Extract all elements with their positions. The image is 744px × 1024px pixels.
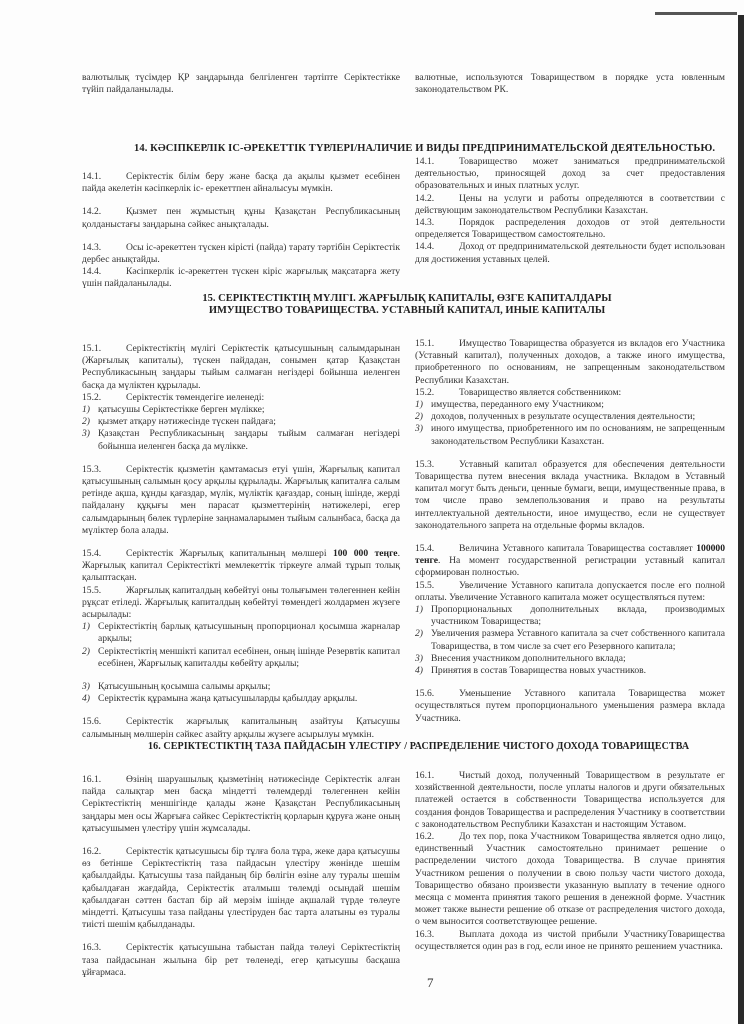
list-text: Серіктестік құрамына жаңа қатысушыларды қабылдау арқылы. (98, 693, 358, 705)
spacer (82, 931, 400, 942)
section-14-heading: 14. КӘСІПКЕРЛІК ІС-ӘРЕКЕТТІК ТҮРЛЕРІ/НАЛИЧИЕ И ВИДЫ ПРЕДПРИНИМАТЕЛЬСКОЙ ДЕЯТЕЛЬНОСТЬЮ. (134, 143, 716, 154)
section-15-kz (82, 343, 400, 741)
clause-text: Серіктестік жарғылық капиталының азайтуы Қатысушы салымының мөлшерін сәйкес азайту арқылы жүзеге асырылуы мүмкін. (82, 716, 400, 740)
clause-number: 15.3. (415, 458, 435, 470)
clause-number: 16.1. (415, 770, 435, 781)
list-text: қатысушы Серіктестікке берген мүлікке; (98, 404, 265, 416)
list-number: 2) (415, 411, 423, 423)
clause (82, 774, 400, 835)
clause-number: 15.2. (82, 391, 102, 403)
clause-text: Осы іс-әрекеттен түскен кірісті (пайда) тарату тәртібін Серіктестік дербес анықтайды. (82, 241, 400, 266)
section-14-kz (82, 171, 400, 291)
capital-amount: 100 000 теңге (332, 548, 398, 560)
list-item (415, 628, 725, 652)
section-16-kz (82, 774, 400, 979)
clause (82, 548, 400, 585)
clause (82, 716, 400, 740)
list-item (415, 604, 725, 628)
list-number: 3) (415, 652, 423, 664)
clause-number: 15.5. (82, 584, 102, 596)
page-number: 7 (427, 975, 434, 990)
clause-number: 14.2. (415, 192, 435, 204)
clause-text: Доход от предпринимательской деятельности будет использован для достижения уставных целей. (415, 241, 725, 265)
list-text: Пропорциональных дополнительных вклада, производимых участником Товарищества; (431, 604, 725, 628)
list-number: 2) (415, 628, 423, 640)
clause-number: 14.2. (82, 206, 102, 218)
clause (415, 688, 725, 725)
list-item (82, 428, 400, 452)
clause (415, 338, 725, 387)
clause (82, 392, 400, 404)
clause-number: 15.1. (415, 338, 435, 349)
list-item (415, 411, 725, 423)
clause (415, 831, 725, 929)
clause (415, 459, 725, 532)
carryover-kz (82, 72, 400, 96)
clause (415, 770, 725, 831)
clause-text: Серіктестіктің мүлігі Серіктестік қатысушының салымдарынан (Жарғылық капиталы), түскен пайдадан, сонымен қатар Қазақстан Республикасының заңдары тыйым салмаған негіздері бойынша иеленген басқа да мүліктен құрылады. (82, 343, 400, 391)
clause-text: Серіктестік қатысушысы бір тұлға бола тұра, жеке дара қатысушы өз бетінше Серіктестіктің таза пайдасын үлестіру жөнінде шешім қабылдайды. Қатысушы таза пайданың бір бөлігін өзіне алу туралы шешім қабылдаған жағдайда, Серіктестік аталмыш төлемді осындай шешім қабылдаған сәттен бастап бір ай мерзім ішінде ақшалай түрде төлеуге міндетті. Қатысушы таза пайданы үлестіруден бас тарта алатыны өз туралы тиісті шешім қабылданады. (82, 846, 400, 931)
section-16-ru (415, 770, 725, 953)
list-text: Серіктестіктің барлық қатысушының пропорционал қосымша жарналар арқылы; (98, 621, 400, 645)
clause-text: Имущество Товарищества образуется из вкладов его Участника (Уставный капитал), полученных доходов, а также иного имущества, приобретенного по основаниям, не запрещенным законодательством Республики Казахстан. (415, 338, 725, 386)
list-number: 1) (82, 404, 90, 416)
list-text: Увеличения размера Уставного капитала за счет собственного капитала Товарищества, в том числе за счет его Резервного капитала; (431, 628, 725, 652)
clause-text: Серіктестік қатысушына табыстан пайда төлеуі Серіктестіктің таза пайдасынан жылына бір рет төленеді, егер қатысушы басқаша ұйғармаса. (82, 942, 400, 978)
clause (415, 929, 725, 953)
list-text: имущества, переданного ему Участником; (431, 399, 604, 411)
clause-text: Товарищество может заниматься предпринимательской деятельностью, приносящей доход за счет предоставления образовательных и иных платных услуг. (415, 156, 725, 192)
clause-number: 14.3. (82, 241, 102, 253)
clause (82, 266, 400, 290)
list-item (415, 665, 725, 677)
clause-text: Серіктестік Жарғылық капиталының мөлшері (126, 548, 333, 560)
list-text: иного имущества, приобретенного им по основаниям, не запрещенным законодательством Республики Казахстан. (431, 423, 725, 447)
clause-number: 16.2. (82, 846, 102, 858)
list-text: доходов, полученных в результате осуществления деятельности; (431, 411, 696, 423)
list-text: Принятия в состав Товарищества новых участников. (431, 665, 647, 677)
clause-number: 15.4. (415, 543, 435, 555)
clause (415, 543, 725, 580)
list-text: Қатысушының қосымша салымы арқылы; (98, 681, 271, 693)
clause (82, 464, 400, 537)
clause (82, 846, 400, 931)
list-number: 2) (82, 416, 90, 428)
clause-text: Увеличение Уставного капитала допускается после его полной оплаты. Увеличение Уставного капитала может осуществляться путем: (415, 579, 725, 603)
capital-amount: 100000 тенге (415, 543, 725, 567)
clause-number: 14.4. (415, 241, 435, 253)
section-15-heading-kz: 15. СЕРІКТЕСТІКТІҢ МҮЛІГІ. ЖАРҒЫЛЫҚ КАПИТАЛЫ, ӨЗГЕ КАПИТАЛДАРЫ (202, 293, 612, 304)
clause (415, 387, 725, 399)
list-item (82, 416, 400, 428)
list-item (82, 693, 400, 705)
clause-number: 15.5. (415, 579, 435, 591)
clause-text: Величина Уставного капитала Товарищества составляет (459, 543, 697, 555)
list-text: Внесения участником дополнительного вклада; (431, 652, 626, 664)
clause-number: 14.3. (415, 217, 435, 229)
clause-text: Жарғылық капиталдың көбейтуі оны толығымен төлегеннен кейін рұқсат етіледі. Жарғылық капиталдың көбейтуі төмендегі жолдармен жүзеге асырылады: (82, 584, 400, 621)
clause-text: . На момент государственной регистрации уставный капитал сформирован полностью. (415, 555, 725, 579)
clause-text: До тех пор, пока Участником Товарищества является одно лицо, единственный Участник самостоятельно принимает решение о распределении чистого дохода Товарищества. В случае принятия Участником решения о получении в свою пользу части чистого дохода, Товарищество обязано произвести указанную выплату в течение одного месяца с момента принятия такого решения в денежной форме. Участник может также вынести решение об отказе от распределения чистого дохода, о чем выносится соответствующее решение. (415, 831, 725, 928)
clause (82, 585, 400, 622)
clause-text: Кәсіпкерлік іс-әрекеттен түскен кіріс жарғылық мақсатарға жету үшін пайдаланылады. (82, 266, 400, 290)
clause (415, 156, 725, 193)
spacer (82, 195, 400, 206)
clause-text: Уменьшение Уставного капитала Товарищества может осуществляться путем пропорционального уменьшения размера вклада Участника. (415, 688, 725, 724)
clause-number: 14.1. (82, 171, 102, 182)
clause-number: 15.6. (415, 688, 435, 700)
clause (82, 343, 400, 392)
spacer (82, 670, 400, 681)
scan-border-right (738, 15, 744, 1024)
section-15-ru (415, 338, 725, 725)
list-number: 2) (82, 645, 90, 657)
list-text: Қазақстан Республикасының заңдары тыйым салмаған негіздері бойынша иеленген басқа да мүлікке. (98, 428, 400, 452)
clause-number: 14.4. (82, 266, 102, 278)
list-number: 3) (82, 428, 90, 440)
clause-number: 15.2. (415, 386, 435, 398)
list-item (415, 399, 725, 411)
spacer (82, 453, 400, 464)
carryover-text-ru: валютные, используются Товариществом в порядке уста ювленным законодательством РК. (415, 72, 725, 96)
list-number: 1) (82, 621, 90, 633)
clause (82, 942, 400, 979)
list-number: 3) (415, 423, 423, 435)
spacer (82, 835, 400, 846)
list-number: 1) (415, 399, 423, 411)
clause-number: 16.3. (82, 942, 102, 954)
spacer (82, 537, 400, 548)
clause-text: Товарищество является собственником: (459, 386, 622, 398)
list-item (82, 681, 400, 693)
list-item (415, 653, 725, 665)
clause-number: 16.1. (82, 774, 102, 785)
spacer (415, 448, 725, 459)
carryover-ru (415, 72, 725, 96)
spacer (82, 231, 400, 242)
section-16-heading: 16. СЕРІКТЕСТІКТІҢ ТАЗА ПАЙДАСЫН ҮЛЕСТІРУ / РАСПРЕДЕЛЕНИЕ ЧИСТОГО ДОХОДА ТОВАРИЩЕСТВА (148, 741, 690, 752)
clause-number: 15.3. (82, 463, 102, 475)
clause (82, 242, 400, 266)
list-item (415, 423, 725, 447)
clause (415, 241, 725, 265)
spacer (415, 677, 725, 688)
clause (415, 217, 725, 241)
clause-number: 16.3. (415, 928, 435, 940)
clause-text: Өзінің шаруашылық қызметінің нәтижесінде Серіктестік алған пайда салықтар мен басқа міндетті төлемдерді төлегеннен кейін Серіктестіктің меншігінде қалады және Қазақстан Республикасының заңдары мен осы Жарғыға сәйкес Серіктестіктің қорларын құруға және оның қатысушымен үлестіру үшін жұмсалады. (82, 774, 400, 834)
clause-text: . Жарғылық капитал Серіктестікті мемлекеттік тіркеуге алмай тұрып толық қалыптасқан. (82, 548, 400, 584)
clause-text: Чистый доход, полученный Товариществом в результате ег хозяйственной деятельности, после уплаты налогов и други обязательных платежей остается в собственности Товарищества используется для создания фондов Товарищества и распределения Участнику в соответствии с законодательством Республики Казахстан и настоящим Уставом. (415, 770, 725, 830)
clause-number: 15.6. (82, 716, 102, 728)
list-number: 4) (82, 693, 90, 705)
clause (415, 580, 725, 604)
list-number: 3) (82, 681, 90, 693)
clause-text: Уставный капитал образуется для обеспечения деятельности Товарищества путем внесения вклада участника. Вкладом в Уставный капитал могут быть деньги, ценные бумаги, вещи, имущественные права, в том числе право землепользования и право на результаты интеллектуальной деятельности, иное имущество, если не существует законодательного запрета на отдельные формы вкладов. (415, 458, 725, 531)
clause (82, 206, 400, 230)
spacer (415, 532, 725, 543)
section-15-heading-ru: ИМУЩЕСТВО ТОВАРИЩЕСТВА. УСТАВНЫЙ КАПИТАЛ, ИНЫЕ КАПИТАЛЫ (208, 305, 606, 316)
clause-text: Серіктестік білім беру және басқа да ақылы қызмет есебінен пайда әкелетін кәсіпкерлік іс- ерекеттпен айналысуы мүмкін. (82, 171, 400, 195)
list-item (82, 621, 400, 645)
clause-text: Серіктестік төмендегіге иеленеді: (126, 391, 265, 403)
list-text: қызмет атқару нәтижесінде түскен пайдаға; (98, 416, 276, 428)
clause-number: 14.1. (415, 156, 435, 167)
list-number: 4) (415, 665, 423, 677)
section-14-ru (415, 156, 725, 266)
list-item (82, 404, 400, 416)
carryover-text-kz: валютылық түсімдер ҚР заңдарында белгіленген тәртіпте Серіктестікке түйіп пайдаланылады. (82, 72, 400, 96)
scan-border-top (655, 12, 737, 15)
clause (82, 171, 400, 195)
spacer (82, 705, 400, 716)
clause (415, 193, 725, 217)
clause-text: Серіктестік қызметін қамтамасыз етуі үшін, Жарғылық капитал қатысушының салымын қосу арқылы құрылады. Жарғылық капиталға салым ретінде ақша, құнды қағаздар, мүлік, мүліктік қағаздар, соның ішінде, жерді пайдалану құқығы мен парасат қызметтерінің нәтижелері, егер салымдарының бөлек түрлеріне заңнамаларымен тыйым салынбаса, басқа да мүліктер бола алады. (82, 463, 400, 536)
clause-text: Выплата дохода из чистой прибыли УчастникуТоварищества осуществляется один раз в год, если иное не принято решением участника. (415, 928, 725, 952)
list-item (82, 646, 400, 670)
list-text: Серіктестіктің меншікті капитал есебінен, оның ішінде Резервтік капитал есебінен, Жарғылық капиталды көбейту арқылы; (98, 645, 400, 669)
clause-number: 15.1. (82, 343, 102, 354)
clause-number: 15.4. (82, 548, 102, 560)
clause-number: 16.2. (415, 831, 435, 843)
list-number: 1) (415, 604, 423, 616)
section-15-heading (187, 293, 627, 317)
clause-text: Цены на услуги и работы определяются в соответствии с действующим законодательством Республики Казахстан. (415, 192, 725, 216)
clause-text: Порядок распределения доходов от этой деятельности определяется Товариществом самостоятельно. (415, 217, 725, 241)
clause-text: Қызмет пен жұмыстың құны Қазақстан Республикасының қолданыстағы заңдарына сәйкес анықталады. (82, 206, 400, 230)
